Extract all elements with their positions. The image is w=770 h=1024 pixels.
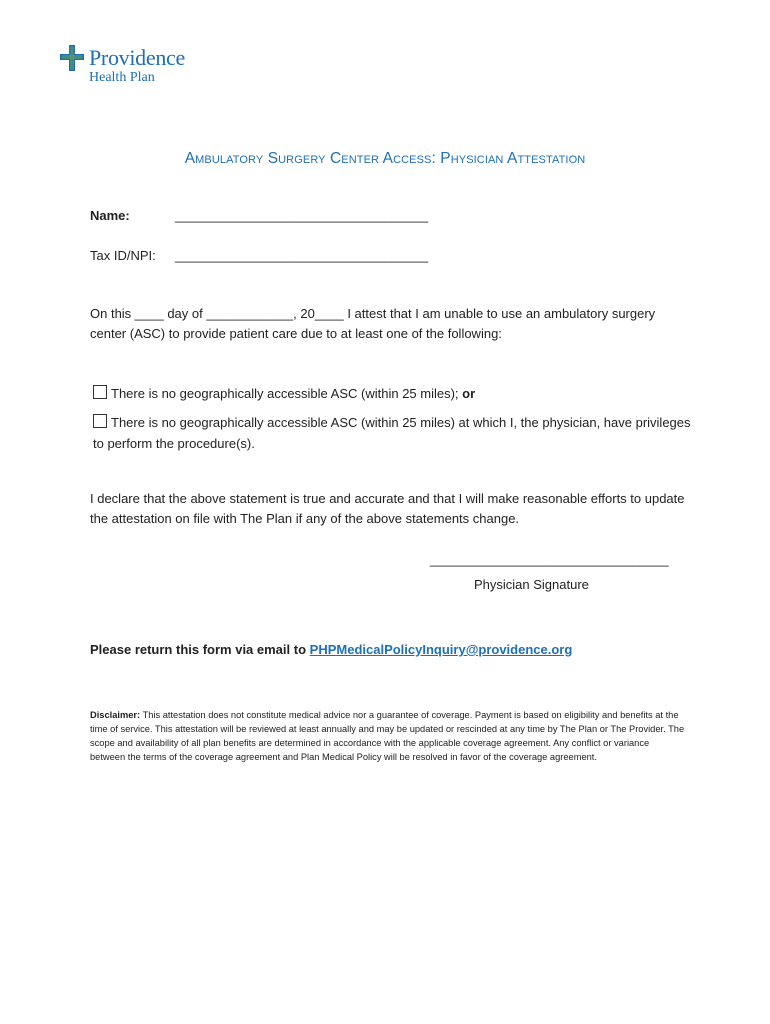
signature-line[interactable]: _________________________________ xyxy=(430,552,669,567)
option-1-text: There is no geographically accessible ASC (within 25 miles); xyxy=(111,386,459,401)
disclaimer xyxy=(90,708,685,764)
option-2-checkbox[interactable] xyxy=(93,414,107,428)
return-text: Please return this form via email to xyxy=(90,642,307,657)
declaration-paragraph: I declare that the above statement is true and accurate and that I will make reasonable efforts to update the attestation on file with The Plan if any of the above statements change. xyxy=(90,491,685,526)
return-instructions xyxy=(90,642,572,657)
option-1-checkbox[interactable] xyxy=(93,385,107,399)
taxid-field[interactable]: ___________________________________ xyxy=(175,248,429,263)
name-label: Name: xyxy=(90,208,130,223)
option-1-suffix: or xyxy=(462,386,476,401)
name-field[interactable]: ___________________________________ xyxy=(175,208,429,223)
disclaimer-text: This attestation does not constitute medical advice nor a guarantee of coverage. Payment is based on eligibility and benefits at the time of service. This attestation will be reviewed at least annually and may be updated or rescinded at any time by The Plan or The Provider. The scope and availability of all plan benefits are determined in accordance with the applicable coverage agreement. Any conflict or variance between the terms of the coverage agreement and Plan Medical Policy will be resolved in favor of the coverage agreement. xyxy=(90,710,685,762)
option-2-text: There is no geographically accessible ASC (within 25 miles) at which I, the physician, have privileges to perform the procedure(s). xyxy=(93,415,691,451)
logo-name: Providence xyxy=(89,45,185,70)
logo-subtitle: Health Plan xyxy=(89,70,155,85)
option-1 xyxy=(93,383,693,404)
disclaimer-label: Disclaimer: xyxy=(90,710,141,720)
providence-logo xyxy=(60,45,185,85)
page-title: Ambulatory Surgery Center Access: Physician Attestation xyxy=(184,150,586,167)
option-2 xyxy=(93,412,693,454)
taxid-label: Tax ID/NPI: xyxy=(90,248,156,263)
return-email-link[interactable]: PHPMedicalPolicyInquiry@providence.org xyxy=(309,642,573,657)
signature-label: Physician Signature xyxy=(474,577,589,592)
intro-paragraph: On this ____ day of ____________, 20____ I attest that I am unable to use an ambulatory surgery center (ASC) to provide patient care due to at least one of the following: xyxy=(90,306,656,341)
providence-cross-icon xyxy=(60,45,84,71)
